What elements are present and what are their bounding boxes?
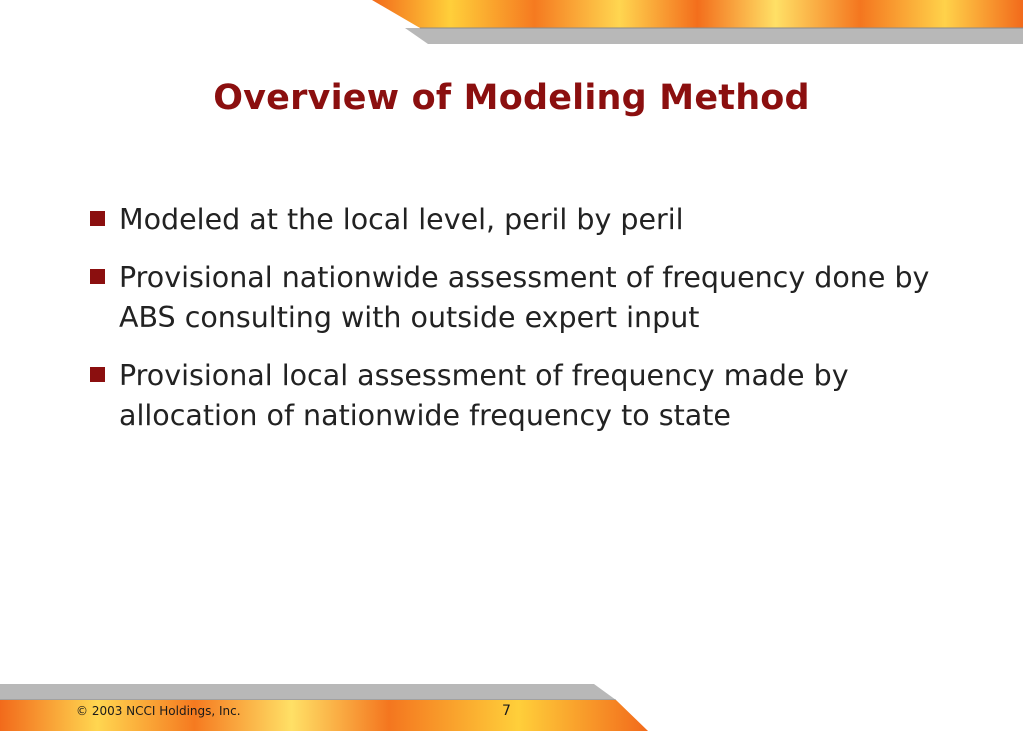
- footer-copyright: © 2003 NCCI Holdings, Inc.: [76, 704, 241, 718]
- bullet-text: Modeled at the local level, peril by peril: [119, 203, 684, 236]
- bullet-list: [90, 200, 970, 454]
- bullet-text: Provisional local assessment of frequency made by allocation of nationwide frequency to state: [119, 359, 849, 432]
- slide-title: Overview of Modeling Method: [213, 78, 810, 118]
- page-number: 7: [502, 703, 511, 719]
- square-bullet-icon: [90, 211, 105, 226]
- bullet-item: [90, 258, 970, 338]
- header-decoration-band: [0, 0, 1023, 50]
- square-bullet-icon: [90, 367, 105, 382]
- square-bullet-icon: [90, 269, 105, 284]
- bullet-item: [90, 356, 970, 436]
- bullet-text: Provisional nationwide assessment of frequency done by ABS consulting with outside expert input: [119, 261, 930, 334]
- bullet-item: [90, 200, 970, 240]
